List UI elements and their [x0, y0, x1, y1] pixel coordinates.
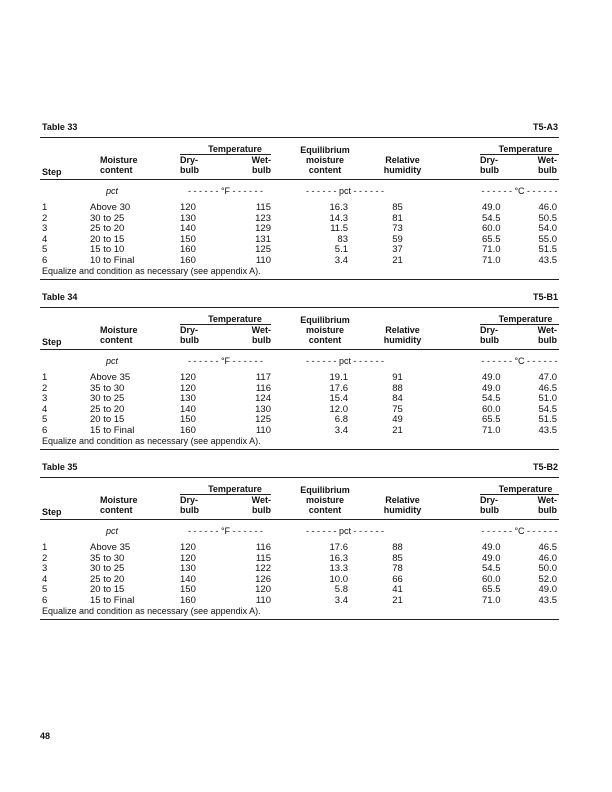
- cell-rh: 78: [392, 563, 403, 575]
- moisture-content-header-line: content: [100, 505, 133, 515]
- cell-emc: 15.4: [329, 393, 348, 405]
- cell-emc: 16.3: [329, 552, 348, 564]
- wet-bulb-c-header-line: Wet-: [537, 325, 557, 335]
- cell-step: 4: [42, 233, 48, 245]
- cell-step: 3: [42, 223, 48, 235]
- moisture-content-header-line: content: [100, 165, 133, 175]
- cell-wet_c: 50.5: [538, 212, 557, 224]
- cell-wet_c: 43.5: [538, 425, 557, 436]
- cell-step: 6: [42, 595, 48, 606]
- moisture-content-header-line: Moisture: [100, 325, 138, 335]
- temperature-f-header: Temperature: [208, 144, 262, 154]
- cell-emc: 17.6: [329, 542, 348, 553]
- bottom-rule: [40, 449, 559, 450]
- cell-wet_f: 124: [255, 393, 271, 405]
- cell-rh: 49: [392, 414, 403, 426]
- moisture-content-header-line: Moisture: [100, 495, 138, 505]
- cell-emc: 3.4: [334, 595, 348, 606]
- moisture-content-header: [100, 155, 160, 175]
- cell-dry_c: 71.0: [482, 425, 501, 436]
- cell-wet_f: 131: [255, 233, 271, 245]
- dry-bulb-c-header-line: bulb: [480, 165, 499, 175]
- cell-step: 5: [42, 584, 48, 596]
- cell-step: 2: [42, 552, 48, 564]
- cell-emc: 6.8: [334, 414, 348, 426]
- cell-dry_f: 120: [180, 382, 196, 394]
- cell-emc: 11.5: [330, 223, 348, 235]
- cell-rh: 59: [392, 233, 403, 245]
- cell-moisture: 20 to 15: [90, 584, 125, 596]
- emc-header-line: moisture: [305, 155, 344, 165]
- cell-moisture: 25 to 20: [90, 403, 125, 415]
- top-rule: [40, 307, 559, 308]
- cell-dry_f: 140: [180, 403, 196, 415]
- cell-dry_c: 54.5: [482, 212, 501, 224]
- cell-emc: 16.3: [329, 202, 348, 213]
- moisture-content-header-line: content: [100, 335, 133, 345]
- cell-wet_c: 51.5: [538, 414, 557, 426]
- cell-wet_f: 126: [255, 573, 271, 585]
- relative-humidity-header: [370, 495, 435, 515]
- temperature-f-header: Temperature: [208, 314, 262, 324]
- cell-rh: 91: [392, 372, 403, 383]
- cell-dry_f: 150: [180, 414, 196, 426]
- cell-rh: 21: [392, 595, 403, 606]
- dry-bulb-f-header-line: Dry-: [180, 495, 199, 505]
- cell-step: 4: [42, 403, 48, 415]
- emc-header: [290, 485, 360, 515]
- table-3: [40, 462, 559, 616]
- cell-wet_c: 49.0: [538, 584, 557, 596]
- cell-dry_f: 120: [180, 552, 196, 564]
- cell-emc: 5.1: [334, 244, 348, 256]
- cell-emc: 14.3: [329, 212, 348, 224]
- unit-fahrenheit: - - - - - - °F - - - - - -: [187, 526, 264, 536]
- wet-bulb-f-header-line: Wet-: [251, 325, 271, 335]
- wet-bulb-c-header-line: Wet-: [537, 495, 557, 505]
- cell-step: 5: [42, 244, 48, 256]
- cell-dry_c: 65.5: [482, 584, 501, 596]
- wet-bulb-c-header-line: Wet-: [537, 155, 557, 165]
- cell-wet_f: 125: [255, 414, 271, 426]
- wet-bulb-c-header-line: bulb: [538, 165, 557, 175]
- cell-wet_f: 116: [255, 542, 271, 553]
- emc-header-line: moisture: [305, 495, 344, 505]
- table-code: T5-A3: [532, 122, 558, 132]
- cell-rh: 85: [392, 202, 403, 213]
- cell-moisture: 30 to 25: [90, 212, 125, 224]
- cell-wet_f: 125: [255, 244, 271, 256]
- unit-emc-pct: - - - - - - pct - - - - - -: [306, 186, 384, 196]
- dry-bulb-f-header-line: bulb: [180, 165, 199, 175]
- cell-rh: 88: [392, 542, 403, 553]
- dry-bulb-c-header: [480, 325, 520, 345]
- unit-celsius: - - - - - - °C - - - - - -: [481, 526, 558, 536]
- cell-wet_f: 110: [255, 255, 271, 266]
- cell-rh: 73: [392, 223, 403, 235]
- dry-bulb-c-header-line: bulb: [480, 335, 499, 345]
- cell-moisture: 20 to 15: [90, 414, 125, 426]
- table-title: Table 34: [42, 292, 78, 302]
- cell-rh: 21: [392, 425, 403, 436]
- dry-bulb-c-header-line: bulb: [480, 505, 499, 515]
- emc-header-line: content: [308, 505, 342, 515]
- cell-wet_f: 117: [255, 372, 271, 383]
- cell-dry_c: 49.0: [482, 372, 501, 383]
- dry-bulb-c-header-line: Dry-: [480, 495, 499, 505]
- header-rule: [40, 349, 559, 350]
- bottom-rule: [40, 619, 559, 620]
- wet-bulb-c-header: [520, 155, 557, 175]
- cell-dry_f: 160: [180, 595, 196, 606]
- wet-bulb-c-header-line: bulb: [538, 505, 557, 515]
- cell-rh: 66: [392, 573, 403, 585]
- wet-bulb-f-header: [230, 325, 271, 345]
- table-note: Equalize and condition as necessary (see appendix A).: [42, 266, 261, 276]
- cell-emc: 3.4: [334, 255, 348, 266]
- cell-dry_f: 150: [180, 233, 196, 245]
- cell-emc: 12.0: [329, 403, 348, 415]
- dry-bulb-f-header: [180, 155, 220, 175]
- cell-rh: 21: [392, 255, 403, 266]
- cell-moisture: 20 to 15: [90, 233, 125, 245]
- cell-wet_f: 123: [255, 212, 271, 224]
- cell-emc: 19.1: [329, 372, 348, 383]
- dry-bulb-f-header-line: Dry-: [180, 325, 199, 335]
- cell-wet_f: 110: [255, 425, 271, 436]
- cell-step: 2: [42, 212, 48, 224]
- temperature-f-header: Temperature: [208, 484, 262, 494]
- unit-emc-pct: - - - - - - pct - - - - - -: [306, 526, 384, 536]
- wet-bulb-f-header: [230, 495, 271, 515]
- cell-dry_f: 150: [180, 584, 196, 596]
- cell-step: 6: [42, 255, 48, 266]
- table-title: Table 33: [42, 122, 78, 132]
- cell-moisture: 15 to Final: [90, 595, 135, 606]
- relative-humidity-header-line: Relative: [385, 325, 420, 335]
- cell-moisture: 25 to 20: [90, 223, 125, 235]
- cell-step: 5: [42, 414, 48, 426]
- cell-wet_c: 54.5: [538, 403, 557, 415]
- cell-wet_c: 54.0: [538, 223, 557, 235]
- cell-dry_c: 54.5: [482, 393, 501, 405]
- emc-header-line: moisture: [305, 325, 344, 335]
- dry-bulb-f-header: [180, 495, 220, 515]
- wet-bulb-c-header: [520, 325, 557, 345]
- temperature-c-header: Temperature: [498, 144, 553, 154]
- top-rule: [40, 477, 559, 478]
- emc-header: [290, 145, 360, 175]
- cell-step: 4: [42, 573, 48, 585]
- cell-moisture: 15 to Final: [90, 425, 135, 436]
- unit-emc-pct: - - - - - - pct - - - - - -: [306, 356, 384, 366]
- cell-wet_f: 115: [255, 202, 271, 213]
- cell-wet_f: 129: [255, 223, 271, 235]
- dry-bulb-c-header-line: Dry-: [480, 325, 499, 335]
- cell-dry_c: 71.0: [482, 255, 501, 266]
- unit-celsius: - - - - - - °C - - - - - -: [481, 186, 558, 196]
- cell-wet_c: 46.0: [538, 202, 557, 213]
- table-note: Equalize and condition as necessary (see appendix A).: [42, 606, 261, 616]
- cell-moisture: 35 to 30: [90, 552, 125, 564]
- cell-wet_c: 43.5: [538, 255, 557, 266]
- cell-step: 3: [42, 393, 48, 405]
- cell-wet_c: 46.0: [538, 552, 557, 564]
- moisture-content-header: [100, 325, 160, 345]
- emc-header-line: Equilibrium: [300, 485, 350, 495]
- relative-humidity-header-line: humidity: [383, 505, 422, 515]
- cell-dry_c: 60.0: [482, 573, 501, 585]
- relative-humidity-header-line: humidity: [383, 165, 422, 175]
- wet-bulb-f-header-line: Wet-: [251, 495, 271, 505]
- cell-emc: 5.8: [334, 584, 348, 596]
- relative-humidity-header: [370, 325, 435, 345]
- cell-dry_f: 160: [180, 244, 196, 256]
- cell-dry_c: 65.5: [482, 233, 501, 245]
- cell-wet_f: 120: [255, 584, 271, 596]
- header-rule: [40, 519, 559, 520]
- cell-wet_c: 46.5: [538, 382, 557, 394]
- cell-wet_c: 51.0: [538, 393, 557, 405]
- cell-dry_f: 160: [180, 425, 196, 436]
- unit-pct: pct: [106, 186, 119, 196]
- table-note: Equalize and condition as necessary (see appendix A).: [42, 436, 261, 446]
- wet-bulb-f-header: [230, 155, 271, 175]
- cell-emc: 83: [337, 233, 348, 245]
- top-rule: [40, 137, 559, 138]
- cell-wet_f: 115: [255, 552, 271, 564]
- cell-dry_c: 71.0: [482, 244, 501, 256]
- unit-fahrenheit: - - - - - - °F - - - - - -: [187, 356, 264, 366]
- cell-rh: 41: [392, 584, 403, 596]
- dry-bulb-c-header-line: Dry-: [480, 155, 499, 165]
- cell-rh: 85: [392, 552, 403, 564]
- relative-humidity-header-line: Relative: [385, 495, 420, 505]
- cell-wet_c: 52.0: [538, 573, 557, 585]
- cell-dry_c: 54.5: [482, 563, 501, 575]
- table-1: [40, 122, 559, 276]
- wet-bulb-f-header-line: bulb: [252, 505, 271, 515]
- cell-step: 1: [42, 202, 48, 213]
- dry-bulb-f-header-line: Dry-: [180, 155, 199, 165]
- cell-dry_c: 49.0: [482, 552, 501, 564]
- cell-emc: 10.0: [329, 573, 348, 585]
- cell-moisture: 10 to Final: [90, 255, 135, 266]
- dry-bulb-f-header: [180, 325, 220, 345]
- cell-wet_f: 110: [255, 595, 271, 606]
- cell-moisture: 30 to 25: [90, 393, 125, 405]
- cell-dry_f: 130: [180, 393, 196, 405]
- wet-bulb-f-header-line: bulb: [252, 335, 271, 345]
- cell-dry_c: 49.0: [482, 202, 501, 213]
- cell-wet_f: 116: [255, 382, 271, 394]
- cell-rh: 37: [392, 244, 403, 256]
- cell-moisture: 30 to 25: [90, 563, 125, 575]
- cell-dry_f: 140: [180, 573, 196, 585]
- cell-dry_f: 120: [180, 372, 196, 383]
- cell-rh: 75: [392, 403, 403, 415]
- table-code: T5-B2: [532, 462, 558, 472]
- unit-pct: pct: [106, 526, 119, 536]
- dry-bulb-c-header: [480, 495, 520, 515]
- relative-humidity-header: [370, 155, 435, 175]
- cell-rh: 84: [392, 393, 403, 405]
- cell-dry_f: 130: [180, 212, 196, 224]
- cell-step: 2: [42, 382, 48, 394]
- cell-dry_c: 49.0: [482, 382, 501, 394]
- cell-wet_c: 51.5: [538, 244, 557, 256]
- step-header: Step: [42, 167, 62, 177]
- cell-moisture: 25 to 20: [90, 573, 125, 585]
- dry-bulb-c-header: [480, 155, 520, 175]
- page-number: 48: [40, 731, 51, 741]
- wet-bulb-c-header: [520, 495, 557, 515]
- cell-dry_c: 60.0: [482, 403, 501, 415]
- cell-wet_c: 55.0: [538, 233, 557, 245]
- cell-wet_c: 43.5: [538, 595, 557, 606]
- step-header: Step: [42, 507, 62, 517]
- unit-celsius: - - - - - - °C - - - - - -: [481, 356, 558, 366]
- cell-wet_c: 47.0: [538, 372, 557, 383]
- relative-humidity-header-line: Relative: [385, 155, 420, 165]
- cell-emc: 17.6: [329, 382, 348, 394]
- wet-bulb-f-header-line: bulb: [252, 165, 271, 175]
- temperature-c-header: Temperature: [498, 484, 553, 494]
- cell-wet_f: 130: [255, 403, 271, 415]
- cell-dry_c: 71.0: [482, 595, 501, 606]
- cell-wet_c: 50.0: [538, 563, 557, 575]
- cell-moisture: 15 to 10: [90, 244, 125, 256]
- cell-moisture: Above 35: [90, 542, 131, 553]
- cell-rh: 81: [392, 212, 403, 224]
- step-header: Step: [42, 337, 62, 347]
- cell-rh: 88: [392, 382, 403, 394]
- cell-wet_c: 46.5: [538, 542, 557, 553]
- cell-dry_f: 120: [180, 542, 196, 553]
- cell-step: 6: [42, 425, 48, 436]
- cell-dry_c: 65.5: [482, 414, 501, 426]
- cell-wet_f: 122: [255, 563, 271, 575]
- dry-bulb-f-header-line: bulb: [180, 505, 199, 515]
- moisture-content-header-line: Moisture: [100, 155, 138, 165]
- cell-step: 1: [42, 372, 48, 383]
- emc-header-line: Equilibrium: [300, 315, 350, 325]
- relative-humidity-header-line: humidity: [383, 335, 422, 345]
- wet-bulb-f-header-line: Wet-: [251, 155, 271, 165]
- cell-step: 1: [42, 542, 48, 553]
- cell-moisture: 35 to 30: [90, 382, 125, 394]
- cell-dry_f: 130: [180, 563, 196, 575]
- cell-dry_f: 120: [180, 202, 196, 213]
- emc-header-line: content: [308, 165, 342, 175]
- temperature-c-header: Temperature: [498, 314, 553, 324]
- cell-moisture: Above 35: [90, 372, 131, 383]
- cell-moisture: Above 30: [90, 202, 131, 213]
- cell-step: 3: [42, 563, 48, 575]
- dry-bulb-f-header-line: bulb: [180, 335, 199, 345]
- cell-dry_f: 140: [180, 223, 196, 235]
- moisture-content-header: [100, 495, 160, 515]
- table-title: Table 35: [42, 462, 78, 472]
- cell-dry_f: 160: [180, 255, 196, 266]
- bottom-rule: [40, 279, 559, 280]
- cell-emc: 3.4: [334, 425, 348, 436]
- emc-header-line: content: [308, 335, 342, 345]
- cell-dry_c: 60.0: [482, 223, 501, 235]
- wet-bulb-c-header-line: bulb: [538, 335, 557, 345]
- header-rule: [40, 179, 559, 180]
- table-code: T5-B1: [532, 292, 558, 302]
- emc-header-line: Equilibrium: [300, 145, 350, 155]
- unit-fahrenheit: - - - - - - °F - - - - - -: [187, 186, 264, 196]
- unit-pct: pct: [106, 356, 119, 366]
- table-2: [40, 292, 559, 446]
- emc-header: [290, 315, 360, 345]
- cell-emc: 13.3: [329, 563, 348, 575]
- cell-dry_c: 49.0: [482, 542, 501, 553]
